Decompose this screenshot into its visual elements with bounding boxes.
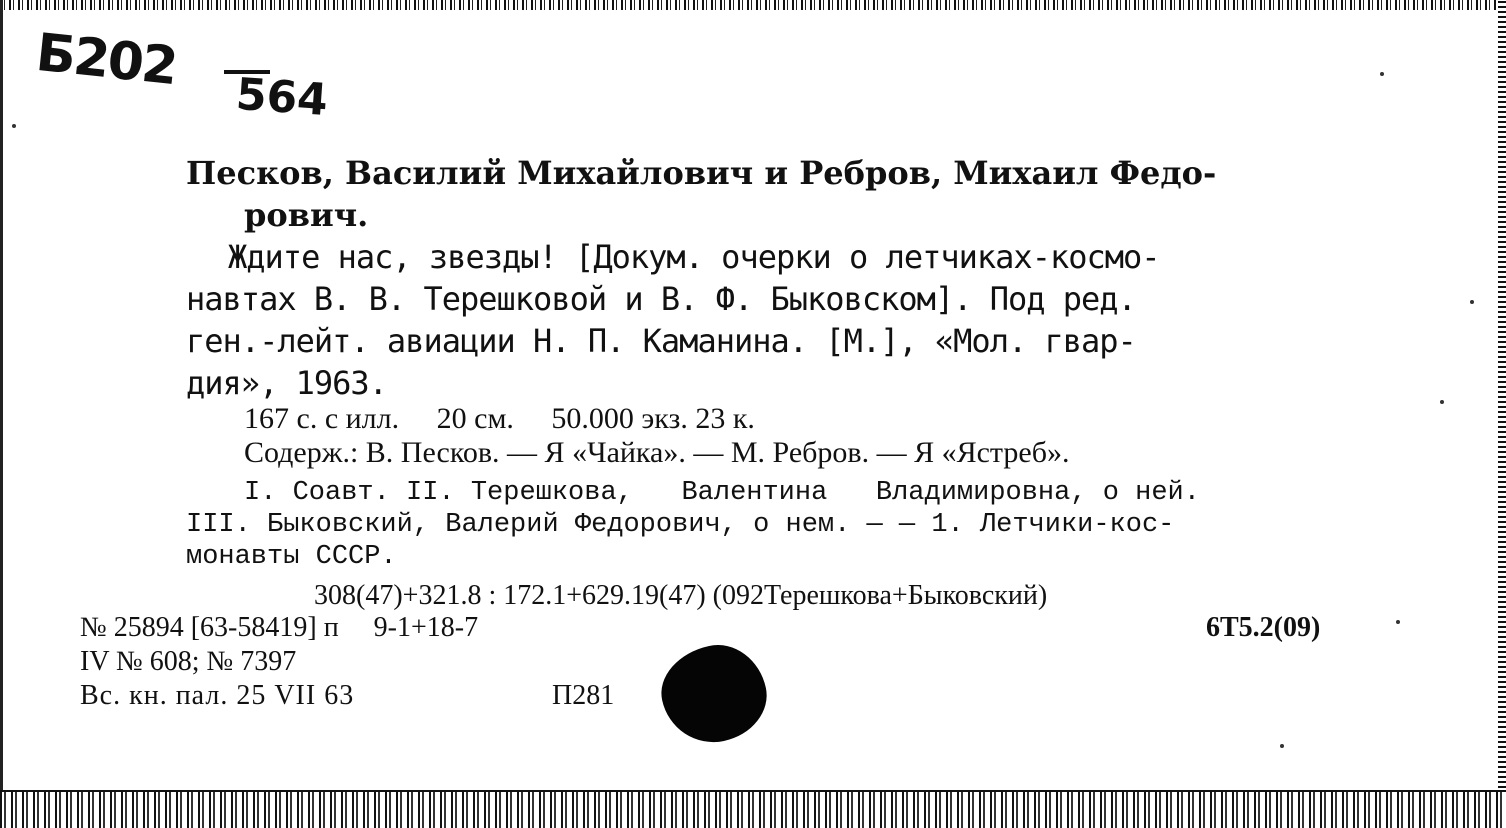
handwritten-shelf-number: 564 [234, 68, 330, 127]
title-line-2: навтах В. В. Терешковой и В. Ф. Быковском]. Под ред. [186, 280, 1136, 318]
title-line-3: ген.-лейт. авиации Н. П. Каманина. [М.], «Мол. гвар- [186, 322, 1136, 360]
card-right-edge [1498, 0, 1506, 828]
author-heading-line-1: Песков, Василий Михайлович и Ребров, Михаил Федо- [186, 154, 1217, 192]
dust-speck [12, 124, 16, 128]
dust-speck [1380, 72, 1384, 76]
author-heading-line-2: рович. [244, 196, 369, 234]
tracing-line-1: I. Соавт. II. Терешкова, Валентина Владимировна, о ней. [244, 478, 1200, 508]
dust-speck [1440, 400, 1444, 404]
handwritten-shelf-mark: Б202 [33, 22, 179, 98]
card-left-edge [0, 0, 3, 828]
physical-description: 167 с. с илл. 20 см. 50.000 экз. 23 к. [244, 402, 755, 435]
book-chamber-date: Вс. кн. пал. 25 VII 63 [80, 680, 355, 711]
dust-speck [1470, 300, 1474, 304]
title-line-4: дия», 1963. [186, 364, 387, 402]
registry-number: IV № 608; № 7397 [80, 646, 297, 677]
print-code: П281 [552, 680, 615, 711]
title-line-1: Ждите нас, звезды! [Докум. очерки о летчиках-космо- [228, 238, 1160, 276]
record-number: № 25894 [63-58419] п 9-1+18-7 [80, 612, 479, 643]
card-bottom-edge [0, 792, 1506, 828]
dust-speck [1396, 620, 1400, 624]
classification-index: 308(47)+321.8 : 172.1+629.19(47) (092Терешкова+Быковский) [314, 580, 1048, 611]
tracing-line-3: монавты СССР. [186, 542, 397, 572]
ink-blot [653, 636, 775, 752]
contents-note: Содерж.: В. Песков. — Я «Чайка». — М. Ребров. — Я «Ястреб». [244, 436, 1070, 469]
tracing-line-2: III. Быковский, Валерий Федорович, о нем. — — 1. Летчики-кос- [186, 510, 1175, 540]
class-code: 6Т5.2(09) [1206, 612, 1321, 643]
card-top-edge [0, 0, 1506, 10]
dust-speck [1280, 744, 1284, 748]
